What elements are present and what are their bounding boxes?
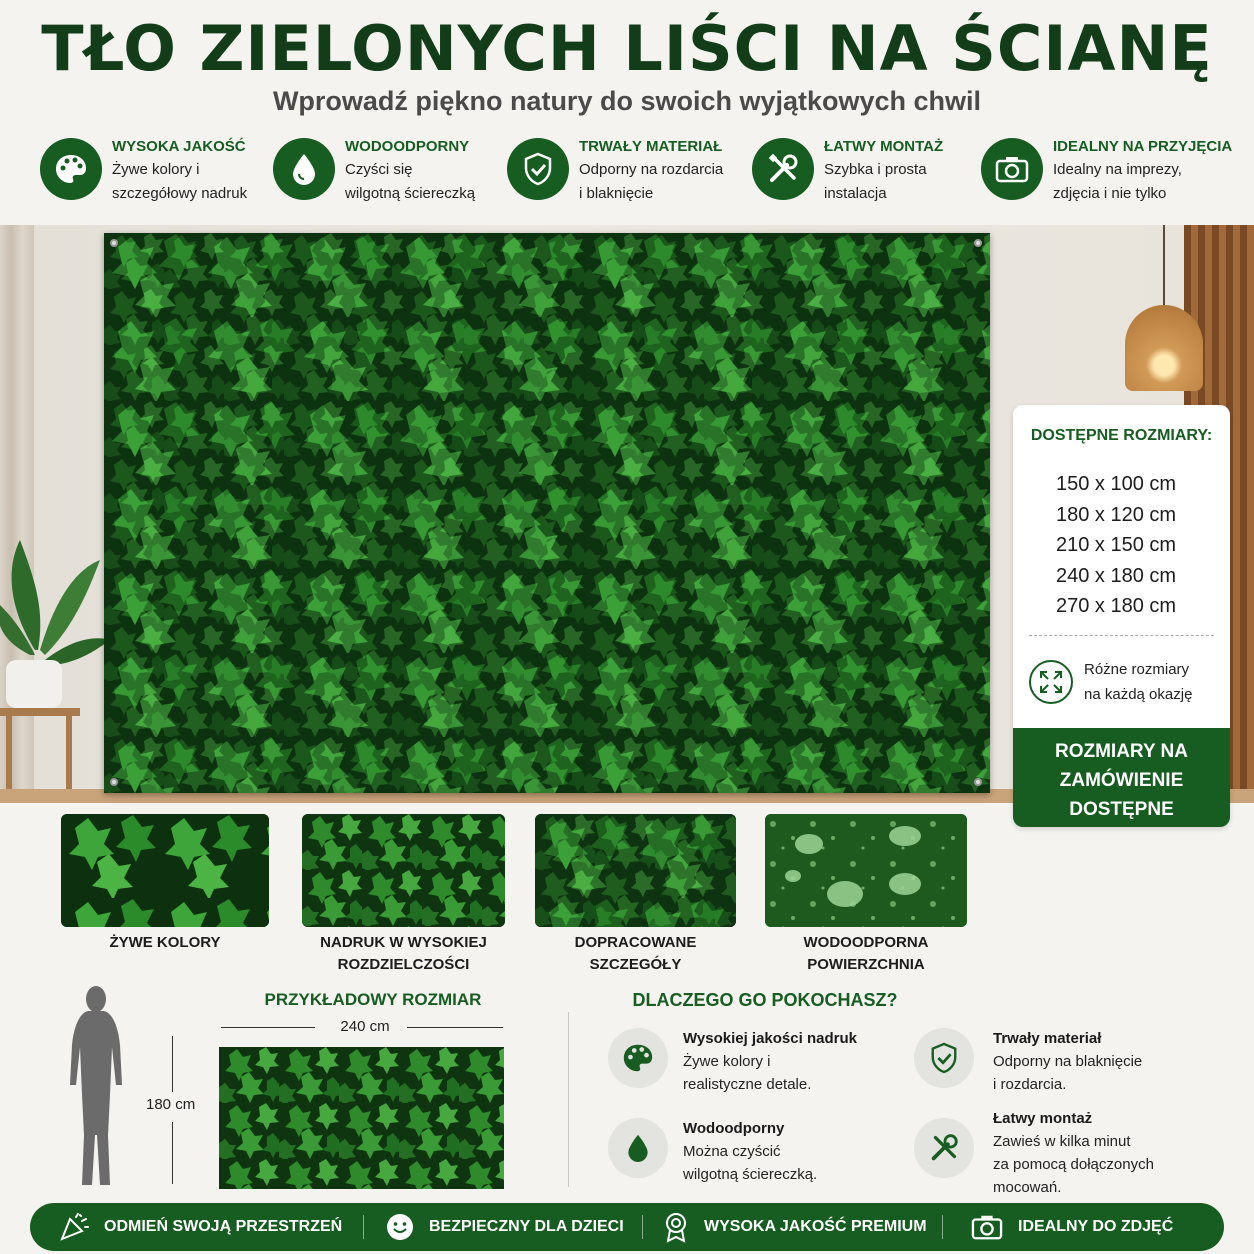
pendant-lamp — [1125, 305, 1203, 391]
section-divider — [568, 1012, 569, 1187]
why-item-line: mocowań. — [993, 1179, 1062, 1196]
example-height-label: 180 cm — [146, 1096, 196, 1113]
thumbnail-caption-line: ROZDZIELCZOŚCI — [337, 956, 470, 973]
shield-check-icon — [507, 138, 569, 200]
custom-sizes-line: ROZMIARY NA — [1055, 741, 1188, 762]
grommet — [974, 778, 982, 786]
feature-line: Czyści się — [345, 161, 413, 178]
confetti-icon — [58, 1211, 90, 1243]
why-item-head: Trwały materiał — [993, 1030, 1102, 1047]
grommet — [974, 239, 982, 247]
feature-line: instalacja — [824, 185, 887, 202]
size-option: 210 x 150 cm — [1056, 534, 1177, 556]
thumbnail-caption-line: DOPRACOWANE — [574, 934, 697, 951]
thumbnail-caption-line: ŻYWE KOLORY — [109, 934, 221, 951]
thumbnail-caption — [535, 932, 736, 976]
why-item-line: realistyczne detale. — [683, 1076, 812, 1093]
feature-title: ŁATWY MONTAŻ — [824, 138, 944, 155]
thumbnail-caption — [765, 932, 967, 976]
size-option: 150 x 100 cm — [1056, 473, 1177, 495]
why-item-head: Wysokiej jakości nadruk — [683, 1030, 857, 1047]
example-width-label: 240 cm — [340, 1018, 390, 1035]
benefit-child-safe — [385, 1203, 624, 1251]
thumbnail-caption-line: SZCZEGÓŁY — [589, 956, 682, 973]
page-subtitle: Wprowadź piękno natury do swoich wyjątkowych chwil — [272, 86, 982, 116]
size-option: 240 x 180 cm — [1056, 564, 1177, 587]
page-title: TŁO ZIELONYCH LIŚCI NA ŚCIANĘ — [41, 12, 1213, 85]
why-item-line: za pomocą dołączonych — [993, 1156, 1154, 1173]
why-item-line: i rozdarcia. — [993, 1076, 1067, 1093]
thumbnail-waterproof-surface — [765, 814, 967, 927]
thumbnail-caption-line: NADRUK W WYSOKIEJ — [320, 934, 487, 951]
sizes-note — [1084, 657, 1192, 707]
feature-line: wilgotną ściereczką — [345, 185, 476, 202]
sizes-heading: DOSTĘPNE ROZMIARY: — [1030, 427, 1213, 444]
thumbnail-caption — [292, 932, 515, 976]
thumbnail-caption-line: POWIERZCHNIA — [807, 956, 925, 973]
shield-check-icon — [914, 1028, 974, 1088]
benefit-premium-quality — [662, 1203, 927, 1251]
thumbnail-vivid-colors — [61, 814, 269, 927]
backdrop-image — [104, 233, 990, 793]
smiley-icon — [385, 1212, 415, 1242]
feature-title: WODOODPORNY — [345, 138, 470, 155]
thumbnail-caption — [61, 932, 269, 954]
tools-icon — [752, 138, 814, 200]
why-item-head: Łatwy montaż — [993, 1110, 1093, 1127]
expand-arrows-icon — [1029, 660, 1073, 704]
bottom-benefits-bar — [30, 1203, 1224, 1251]
benefit-label: BEZPIECZNY DLA DZIECI — [429, 1218, 624, 1235]
sizes-list — [1056, 469, 1176, 622]
grommet — [110, 239, 118, 247]
benefit-label: WYSOKA JAKOŚĆ PREMIUM — [704, 1218, 927, 1235]
feature-title: TRWAŁY MATERIAŁ — [579, 138, 723, 155]
thumbnail-details — [535, 814, 736, 927]
camera-icon — [970, 1212, 1004, 1242]
feature-title: WYSOKA JAKOŚĆ — [112, 138, 246, 155]
size-option: 270 x 180 cm — [1056, 595, 1177, 617]
feature-line: zdjęcia i nie tylko — [1053, 185, 1167, 202]
sizes-note-line: na każdą okazję — [1084, 686, 1193, 703]
bar-separator — [942, 1215, 943, 1239]
example-backdrop-image — [219, 1047, 504, 1189]
water-drop-icon — [608, 1118, 668, 1178]
lamp-cord — [1163, 225, 1165, 307]
potted-plant — [0, 510, 110, 800]
sizes-card — [1013, 405, 1230, 827]
height-arrow-top — [172, 1036, 173, 1092]
custom-sizes-line: ZAMÓWIENIE — [1059, 770, 1184, 791]
feature-line: i blaknięcie — [579, 185, 654, 202]
why-title: DLACZEGO GO POKOCHASZ? — [632, 990, 898, 1010]
sizes-note-line: Różne rozmiary — [1084, 661, 1190, 678]
benefit-label: IDEALNY DO ZDJĘĆ — [1018, 1218, 1174, 1235]
why-item-line: Zawieś w kilka minut — [993, 1133, 1131, 1150]
bar-separator — [642, 1215, 643, 1239]
feature-line: Szybka i prosta — [824, 161, 927, 178]
bar-separator — [363, 1215, 364, 1239]
feature-row — [0, 132, 1254, 216]
custom-sizes-line: DOSTĘPNE — [1069, 799, 1174, 820]
water-drop-icon — [273, 138, 335, 200]
feature-title: IDEALNY NA PRZYJĘCIA — [1053, 138, 1233, 155]
person-silhouette-icon — [60, 985, 132, 1190]
award-badge-icon — [662, 1211, 690, 1243]
feature-line: Żywe kolory i — [112, 161, 200, 178]
dashed-divider — [1029, 635, 1214, 636]
benefit-label: ODMIEŃ SWOJĄ PRZESTRZEŃ — [104, 1218, 343, 1235]
camera-icon — [981, 138, 1043, 200]
tools-icon — [914, 1118, 974, 1178]
why-item-line: Żywe kolory i — [683, 1053, 771, 1070]
feature-line: szczegółowy nadruk — [112, 185, 248, 202]
thumbnail-high-resolution — [302, 814, 505, 927]
custom-sizes-banner — [1013, 728, 1230, 827]
feature-line: Odporny na rozdarcia — [579, 161, 724, 178]
benefit-photo-ready — [970, 1203, 1173, 1251]
feature-line: Idealny na imprezy, — [1053, 161, 1182, 178]
why-item-head: Wodoodporny — [683, 1120, 785, 1137]
why-item-line: Można czyścić — [683, 1143, 781, 1160]
height-arrow-bottom — [172, 1122, 173, 1184]
grommet — [110, 778, 118, 786]
example-size-title: PRZYKŁADOWY ROZMIAR — [264, 990, 482, 1009]
benefit-transform-space — [58, 1203, 342, 1251]
why-item-line: wilgotną ściereczką. — [683, 1166, 818, 1183]
palette-icon — [40, 138, 102, 200]
thumbnail-caption-line: WODOODPORNA — [803, 934, 929, 951]
width-arrow-right — [407, 1027, 503, 1028]
size-option: 180 x 120 cm — [1056, 503, 1177, 526]
width-arrow-left — [221, 1027, 315, 1028]
why-item-line: Odporny na blaknięcie — [993, 1053, 1143, 1070]
palette-icon — [608, 1028, 668, 1088]
